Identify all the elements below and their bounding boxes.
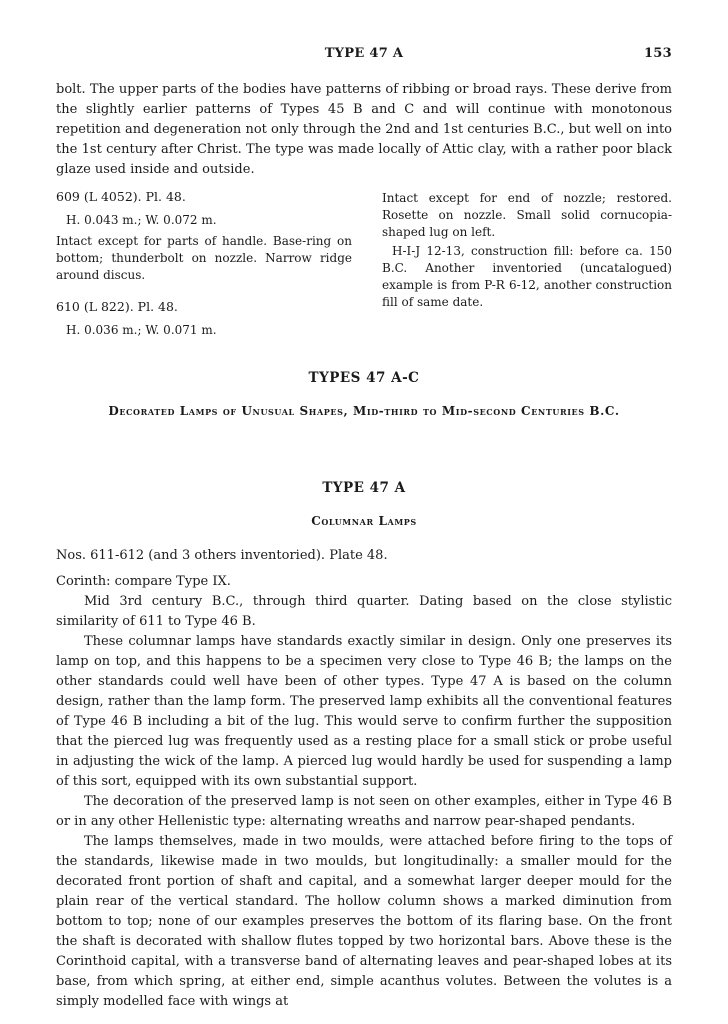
intro-paragraph: bolt. The upper parts of the bodies have patterns of ribbing or broad rays. These derive from the slightly earlier patterns of Types 45 B and C and will continue with monotonous repetition and degeneration not only through the 2nd and 1st centuries B.C., but well on into the 1st century after Christ. The type was made locally of Attic clay, with a rather poor black glaze used inside and outside. — [56, 82, 672, 177]
section-types-title: TYPES 47 A-C — [308, 370, 420, 386]
entry-609-heading: 609 (L 4052). Pl. 48. — [56, 189, 186, 204]
corinth-line: Corinth: compare Type IX. — [56, 574, 231, 589]
running-title: TYPE 47 A — [324, 46, 404, 61]
section-type47a-subtitle: Columnar Lamps — [311, 514, 417, 528]
nos-line: Nos. 611-612 (and 3 others inventoried). Plate 48. — [56, 548, 388, 563]
page-number: 153 — [643, 46, 672, 61]
paragraph: The lamps themselves, made in two moulds, were attached before firing to the tops of the standards, likewise made in two moulds, but longitudinally: a smaller mould for the decorated front portion of shaft and capital, and a somewhat larger deeper mould for the plain rear of the vertical standard. The hollow column shows a marked diminution from bottom to top; none of our examples preserves the bottom of its flaring base. On the front the shaft is decorated with shallow flutes topped by two horizontal bars. Above these is the Corinthoid capital, with a transverse band of alternating leaves and pear-shaped lobes at its base, from which spring, at either end, simple acanthus volutes. Between the volutes is a simply modelled face with wings at — [56, 834, 672, 1009]
catalogue-right-column — [382, 190, 672, 311]
entry-610-dimensions: H. 0.036 m.; W. 0.071 m. — [66, 323, 217, 337]
paragraph: Mid 3rd century B.C., through third quarter. Dating based on the close stylistic similarity of 611 to Type 46 B. — [56, 594, 672, 629]
main-body — [56, 546, 672, 1012]
entry-610-context: H-I-J 12-13, construction fill: before ca. 150 B.C. Another inventoried (uncatalogued) example is from P-R 6-12, another construction fill of same date. — [382, 244, 672, 309]
section-type47a-title: TYPE 47 A — [322, 480, 406, 496]
catalogue-left-column — [56, 188, 352, 341]
entry-609-dimensions: H. 0.043 m.; W. 0.072 m. — [66, 213, 217, 227]
paragraph: These columnar lamps have standards exactly similar in design. Only one preserves its lamp on top, and this happens to be a specimen very close to Type 46 B; the lamps on the other standards could well have been of other types. Type 47 A is based on the column design, rather than the lamp form. The preserved lamp exhibits all the conventional features of Type 46 B including a bit of the lug. This would serve to confirm further the supposition that the pierced lug was frequently used as a resting place for a small stick or probe useful in adjusting the wick of the lamp. A pierced lug would hardly be used for suspending a lamp of this sort, equipped with its own substantial support. — [56, 634, 672, 789]
paragraph: The decoration of the preserved lamp is not seen on other examples, either in Type 46 B or in any other Hellenistic type: alternating wreaths and narrow pear-shaped pendants. — [56, 794, 672, 829]
entry-610-description: Intact except for end of nozzle; restored. Rosette on nozzle. Small solid cornucopia-shaped lug on left. — [382, 191, 672, 239]
section-types-subtitle: Decorated Lamps of Unusual Shapes, Mid-third to Mid-second Centuries B.C. — [108, 404, 620, 418]
entry-609-description: Intact except for parts of handle. Base-ring on bottom; thunderbolt on nozzle. Narrow ridge around discus. — [56, 234, 352, 282]
entry-610-heading: 610 (L 822). Pl. 48. — [56, 299, 178, 314]
